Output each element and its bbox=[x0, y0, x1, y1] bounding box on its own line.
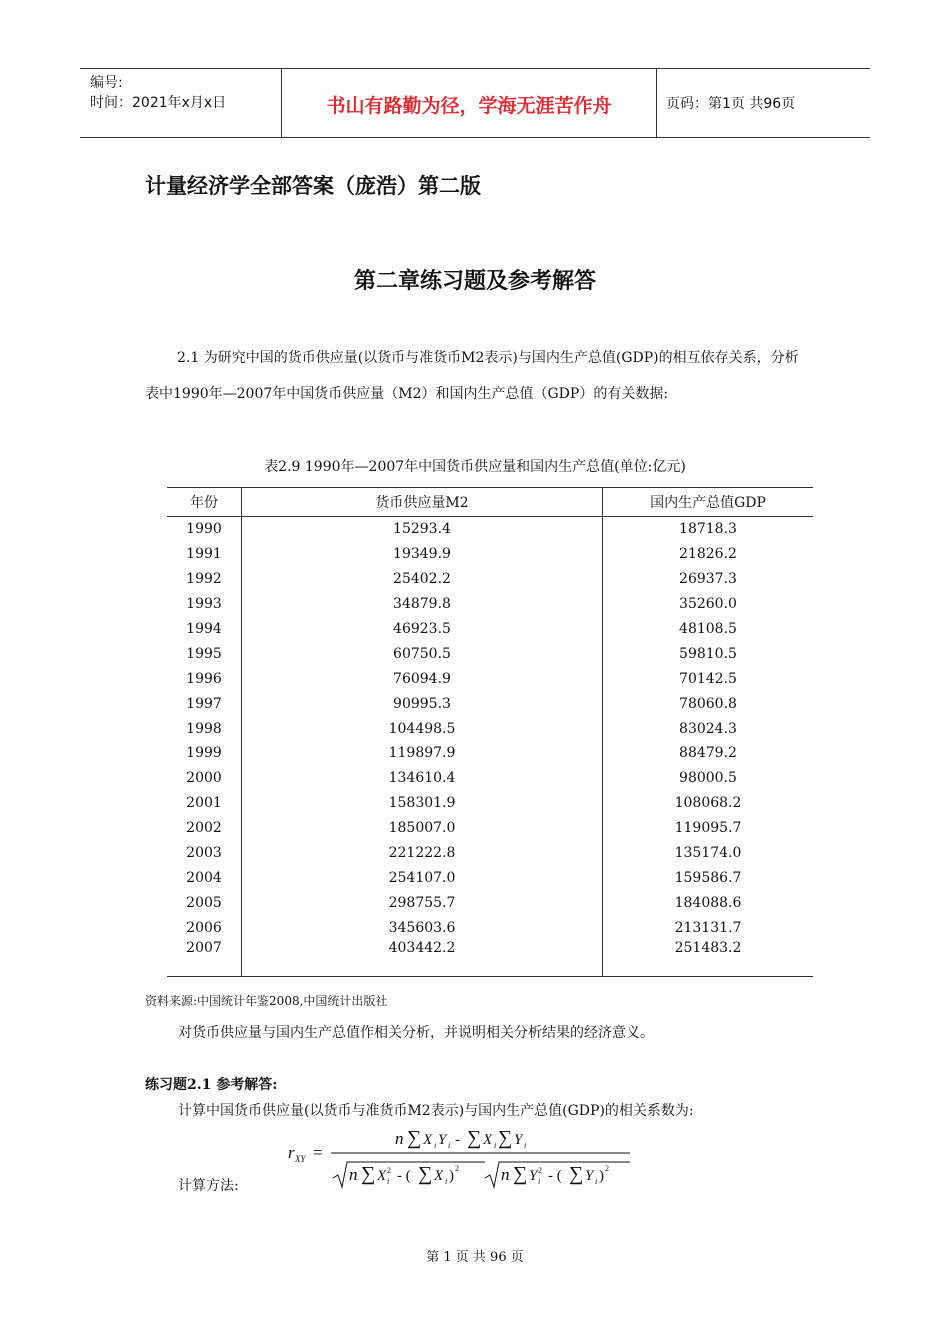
svg-text:∑: ∑ bbox=[407, 1127, 422, 1149]
page-header bbox=[80, 68, 870, 138]
page-footer: 第 1 页 共 96 页 bbox=[426, 1250, 524, 1265]
svg-text:Y: Y bbox=[529, 1168, 538, 1184]
cell-gdp: 108068.2 bbox=[674, 795, 742, 812]
answer-heading: 练习题2.1 参考解答: bbox=[145, 1077, 278, 1093]
svg-text:i: i bbox=[387, 1177, 390, 1186]
cell-gdp: 159586.7 bbox=[674, 869, 742, 886]
cell-year: 2003 bbox=[186, 845, 222, 862]
svg-text:i: i bbox=[524, 1141, 527, 1150]
svg-text:r: r bbox=[288, 1143, 295, 1162]
svg-text:i: i bbox=[434, 1141, 437, 1150]
header-motto: 书山有路勤为径，学海无涯苦作舟 bbox=[326, 95, 612, 117]
cell-m2: 76094.9 bbox=[242, 666, 603, 691]
svg-text:Y: Y bbox=[585, 1168, 594, 1184]
cell-gdp: 35260.0 bbox=[679, 596, 737, 613]
svg-text:2: 2 bbox=[455, 1164, 459, 1173]
cell-m2: 298755.7 bbox=[242, 890, 603, 915]
cell-year: 2006 bbox=[186, 919, 222, 936]
svg-text:Y: Y bbox=[438, 1132, 447, 1148]
cell-gdp: 83024.3 bbox=[679, 720, 737, 737]
cell-gdp: 135174.0 bbox=[674, 845, 742, 862]
svg-text:∑: ∑ bbox=[361, 1163, 376, 1185]
cell-year: 1990 bbox=[186, 521, 222, 538]
cell-year: 1994 bbox=[186, 621, 222, 637]
cell-gdp: 48108.5 bbox=[679, 621, 737, 637]
cell-gdp: 78060.8 bbox=[679, 695, 737, 712]
cell-m2: 254107.0 bbox=[242, 865, 603, 890]
cell-year: 1996 bbox=[186, 670, 222, 687]
number-label: 编号: bbox=[90, 75, 123, 91]
correlation-formula bbox=[285, 1122, 635, 1192]
svg-text:∑: ∑ bbox=[467, 1127, 482, 1149]
document-title: 计量经济学全部答案（庞浩）第二版 bbox=[145, 174, 481, 198]
table-source: 资料来源:中国统计年鉴2008,中国统计出版社 bbox=[145, 994, 388, 1008]
table-row bbox=[167, 766, 813, 791]
calc-label: 计算方法: bbox=[178, 1178, 239, 1194]
svg-text:): ) bbox=[599, 1168, 604, 1184]
cell-gdp: 184088.6 bbox=[674, 894, 742, 911]
cell-year: 2004 bbox=[186, 869, 222, 886]
table-row bbox=[167, 865, 813, 890]
svg-text:∑: ∑ bbox=[569, 1163, 584, 1185]
svg-text:2: 2 bbox=[538, 1166, 542, 1175]
cell-m2: 34879.8 bbox=[242, 592, 603, 617]
cell-m2: 104498.5 bbox=[242, 716, 603, 741]
chapter-title: 第二章练习题及参考解答 bbox=[353, 269, 596, 294]
table-row bbox=[167, 890, 813, 915]
cell-gdp: 88479.2 bbox=[679, 745, 737, 762]
cell-year: 1995 bbox=[186, 645, 222, 662]
cell-gdp: 98000.5 bbox=[679, 770, 737, 787]
svg-text:Y: Y bbox=[514, 1132, 523, 1148]
table-row bbox=[167, 915, 813, 940]
header-page-info: 页码：第1页 共96页 bbox=[666, 96, 796, 112]
svg-text:=: = bbox=[313, 1143, 323, 1162]
svg-text:i: i bbox=[445, 1177, 448, 1186]
svg-text:∑: ∑ bbox=[513, 1163, 528, 1185]
cell-m2: 185007.0 bbox=[242, 816, 603, 841]
svg-text:i: i bbox=[595, 1177, 598, 1186]
table-row bbox=[167, 741, 813, 766]
svg-text:n: n bbox=[501, 1165, 510, 1184]
svg-text:X: X bbox=[377, 1168, 387, 1184]
table-header-row bbox=[167, 488, 813, 517]
cell-gdp: 21826.2 bbox=[679, 546, 737, 563]
cell-year: 1997 bbox=[186, 695, 222, 712]
table-row bbox=[167, 542, 813, 567]
column-header-gdp: 国内生产总值GDP bbox=[603, 488, 814, 517]
cell-year: 1999 bbox=[186, 745, 222, 762]
cell-m2: 25402.2 bbox=[242, 567, 603, 592]
svg-text:i: i bbox=[538, 1177, 541, 1186]
table-row bbox=[167, 791, 813, 816]
cell-m2: 60750.5 bbox=[242, 641, 603, 666]
svg-text:∑: ∑ bbox=[418, 1163, 433, 1185]
cell-year: 2007 bbox=[167, 940, 242, 977]
cell-year: 1998 bbox=[186, 720, 222, 737]
cell-gdp: 251483.2 bbox=[603, 940, 814, 977]
svg-text:2: 2 bbox=[387, 1166, 391, 1175]
cell-year: 1991 bbox=[186, 546, 222, 563]
cell-gdp: 70142.5 bbox=[679, 670, 737, 687]
svg-text:n: n bbox=[349, 1165, 358, 1184]
table-row bbox=[167, 716, 813, 741]
svg-text:X: X bbox=[423, 1132, 433, 1148]
table-row bbox=[167, 816, 813, 841]
svg-text:2: 2 bbox=[605, 1164, 609, 1173]
table-row bbox=[167, 517, 813, 542]
table-row bbox=[167, 666, 813, 691]
exercise-task: 对货币供应量与国内生产总值作相关分析，并说明相关分析结果的经济意义。 bbox=[178, 1025, 654, 1041]
svg-text:X: X bbox=[434, 1168, 444, 1184]
column-header-m2: 货币供应量M2 bbox=[242, 488, 603, 517]
answer-text: 计算中国货币供应量(以货币与准货币M2表示)与国内生产总值(GDP)的相关系数为: bbox=[178, 1103, 694, 1119]
table-row bbox=[167, 592, 813, 617]
svg-text:i: i bbox=[448, 1141, 451, 1150]
cell-year: 1993 bbox=[186, 596, 222, 613]
data-table bbox=[167, 487, 813, 977]
cell-gdp: 26937.3 bbox=[679, 571, 737, 588]
cell-m2: 19349.9 bbox=[242, 542, 603, 567]
cell-gdp: 119095.7 bbox=[674, 820, 742, 837]
cell-year: 2002 bbox=[186, 820, 222, 837]
svg-text:): ) bbox=[449, 1168, 454, 1184]
svg-text:∑: ∑ bbox=[498, 1127, 513, 1149]
cell-m2: 90995.3 bbox=[242, 691, 603, 716]
exercise-intro: 2.1 为研究中国的货币供应量(以货币与准货币M2表示)与国内生产总值(GDP)的相互依存关系，分析表中1990年—2007年中国货币供应量（M2）和国内生产总值（GDP）的有关数据: bbox=[145, 350, 799, 402]
table-row bbox=[167, 940, 813, 977]
table-row bbox=[167, 617, 813, 642]
table-caption: 表2.9 1990年—2007年中国货币供应量和国内生产总值(单位:亿元) bbox=[264, 459, 686, 475]
table-row bbox=[167, 691, 813, 716]
cell-m2: 119897.9 bbox=[242, 741, 603, 766]
svg-text:-: - bbox=[455, 1132, 460, 1148]
cell-year: 2005 bbox=[186, 894, 222, 911]
svg-text:- (: - ( bbox=[548, 1168, 562, 1184]
column-header-year: 年份 bbox=[167, 488, 242, 517]
header-meta bbox=[90, 73, 226, 113]
cell-year: 2000 bbox=[186, 770, 222, 787]
cell-m2: 221222.8 bbox=[242, 841, 603, 866]
cell-gdp: 59810.5 bbox=[679, 645, 737, 662]
cell-gdp: 213131.7 bbox=[674, 919, 742, 936]
svg-text:XY: XY bbox=[295, 1154, 306, 1164]
cell-m2: 134610.4 bbox=[242, 766, 603, 791]
cell-year: 2001 bbox=[186, 795, 222, 812]
svg-text:n: n bbox=[395, 1129, 404, 1148]
cell-year: 1992 bbox=[186, 571, 222, 588]
svg-text:- (: - ( bbox=[397, 1168, 411, 1184]
cell-m2: 403442.2 bbox=[242, 940, 603, 977]
table-row bbox=[167, 567, 813, 592]
header-divider bbox=[656, 69, 657, 137]
table-row bbox=[167, 841, 813, 866]
time-label: 时间：2021年x月x日 bbox=[90, 95, 227, 111]
cell-m2: 15293.4 bbox=[242, 517, 603, 542]
cell-m2: 158301.9 bbox=[242, 791, 603, 816]
table-row bbox=[167, 641, 813, 666]
svg-text:i: i bbox=[494, 1141, 497, 1150]
cell-m2: 345603.6 bbox=[242, 915, 603, 940]
svg-text:X: X bbox=[483, 1132, 493, 1148]
cell-gdp: 18718.3 bbox=[679, 521, 737, 538]
cell-m2: 46923.5 bbox=[242, 617, 603, 642]
